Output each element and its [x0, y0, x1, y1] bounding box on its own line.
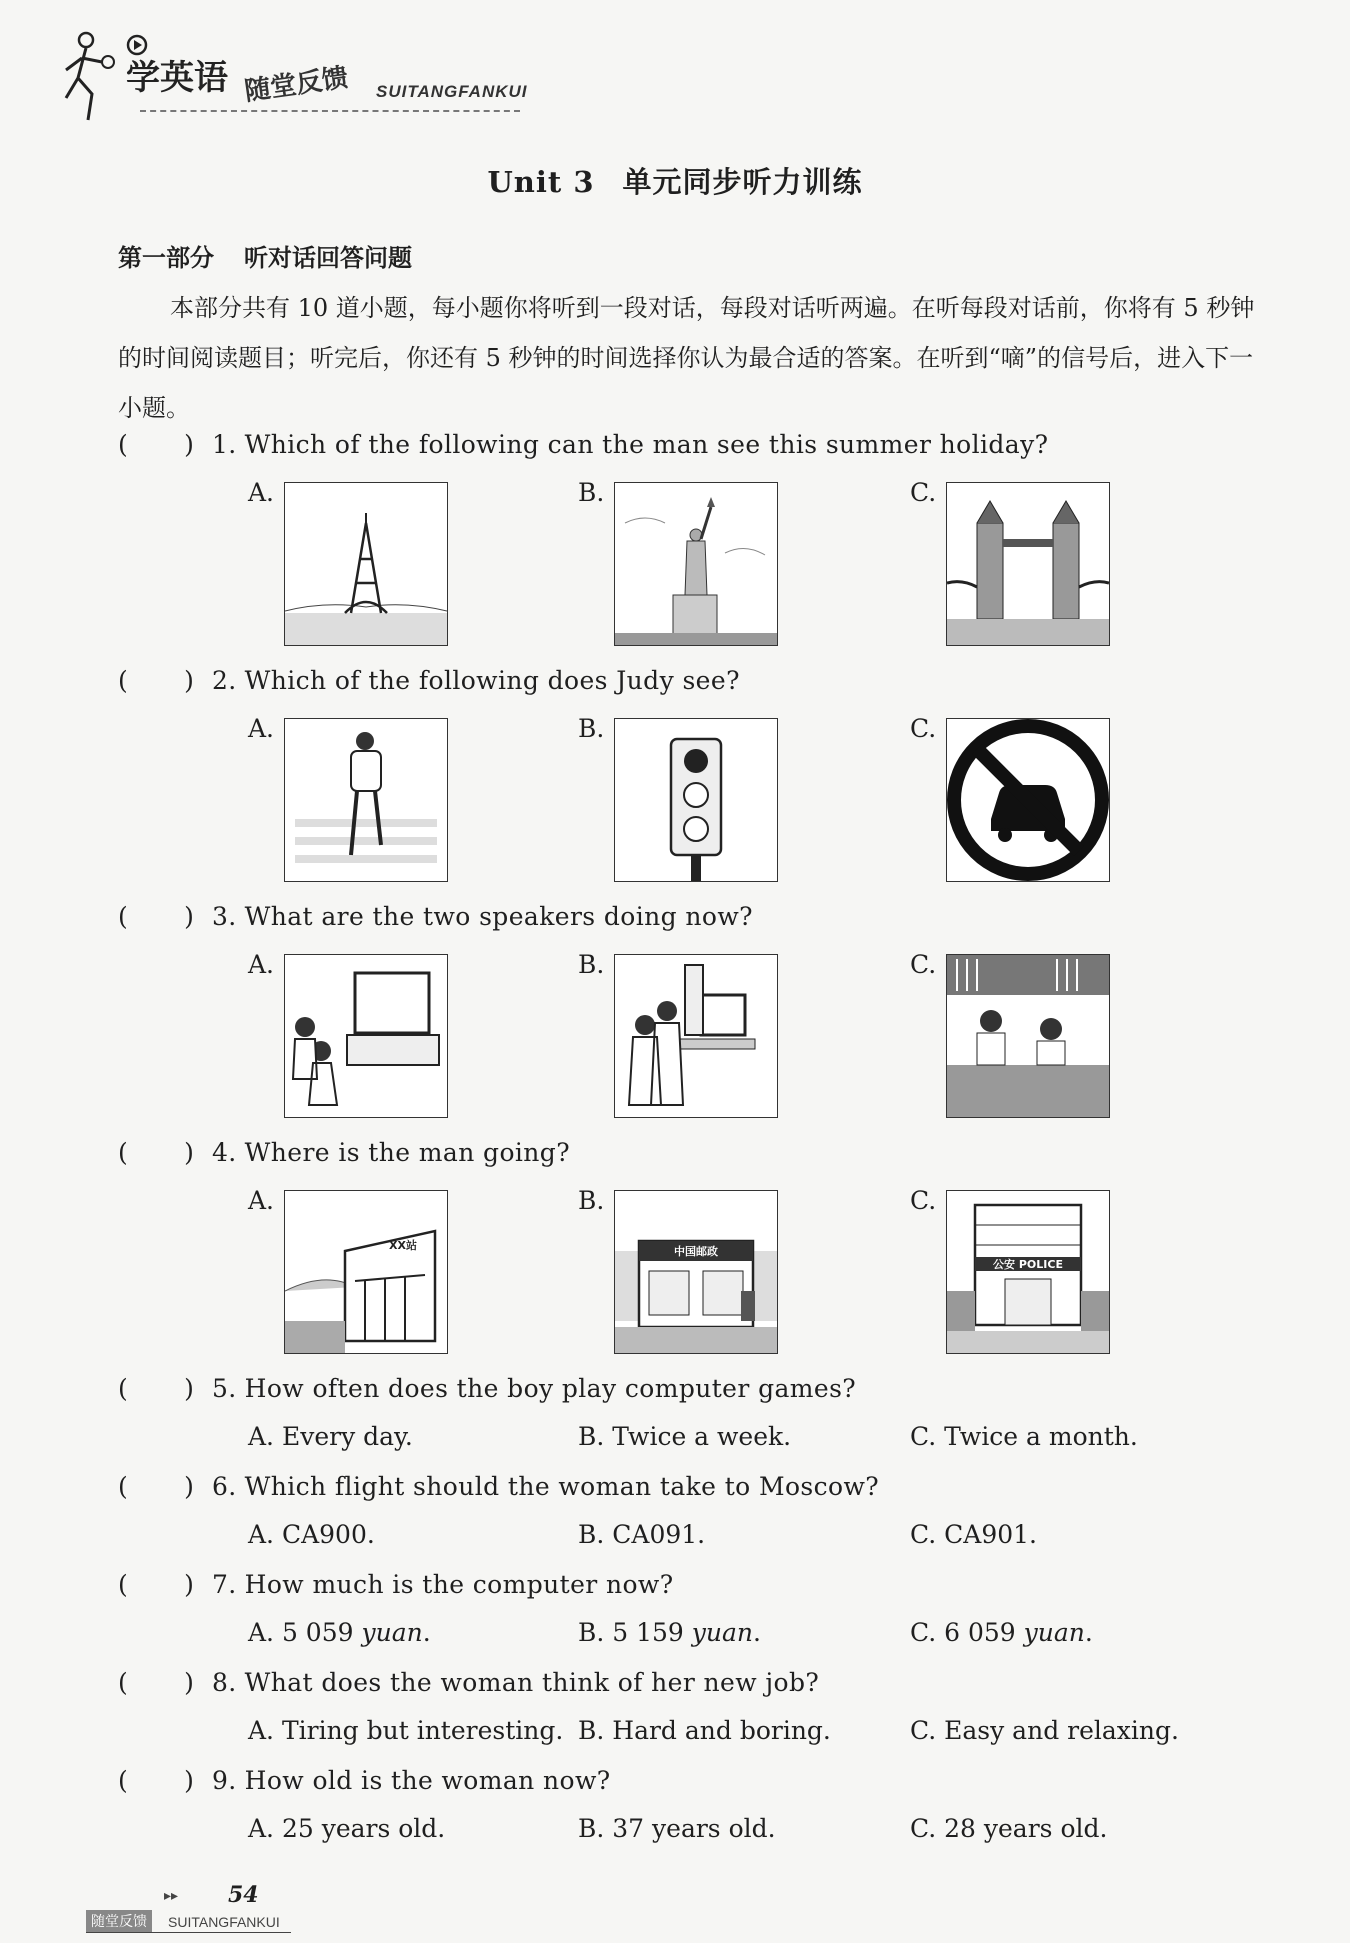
- option-label: A.: [248, 714, 275, 743]
- train-station-icon: [284, 1190, 448, 1354]
- svg-text:中国邮政: 中国邮政: [674, 1245, 718, 1258]
- question-number: 5.: [212, 1374, 237, 1403]
- question-text: What are the two speakers doing now?: [244, 902, 753, 931]
- answer-option: C. CA901.: [910, 1520, 1037, 1549]
- answer-blank[interactable]: ( ): [118, 430, 195, 459]
- question-text: How often does the boy play computer games?: [244, 1374, 857, 1403]
- header-logo: [58, 28, 548, 128]
- question-number: 2.: [212, 666, 237, 695]
- answer-option: A. Tiring but interesting.: [248, 1716, 564, 1745]
- watching-tv-icon: [284, 954, 448, 1118]
- question-number: 3.: [212, 902, 237, 931]
- unit-label: Unit 3: [487, 165, 595, 199]
- question-number: 9.: [212, 1766, 237, 1795]
- option-label: B.: [578, 714, 605, 743]
- section-label: 第一部分: [118, 244, 214, 272]
- statue-of-liberty-icon: [614, 482, 778, 646]
- answer-option: B. Hard and boring.: [578, 1716, 831, 1745]
- answer-option: C. Twice a month.: [910, 1422, 1138, 1451]
- question-text: How old is the woman now?: [244, 1766, 611, 1795]
- crosswalk-icon: [284, 718, 448, 882]
- answer-blank[interactable]: ( ): [118, 1138, 195, 1167]
- reading-library-icon: [946, 954, 1110, 1118]
- section-heading: [118, 238, 412, 273]
- section-name: 听对话回答问题: [244, 244, 412, 272]
- answer-option: C. 28 years old.: [910, 1814, 1108, 1843]
- answer-blank[interactable]: ( ): [118, 902, 195, 931]
- question-text: Which flight should the woman take to Moscow?: [244, 1472, 880, 1501]
- eiffel-tower-icon: [284, 482, 448, 646]
- using-computer-icon: [614, 954, 778, 1118]
- option-label: B.: [578, 478, 605, 507]
- answer-option: C. 6 059 yuan.: [910, 1618, 1093, 1647]
- page-number: 54: [228, 1882, 259, 1908]
- option-label: C.: [910, 714, 937, 743]
- answer-option: A. 5 059 yuan.: [248, 1618, 431, 1647]
- footer-label-cn: 随堂反馈: [86, 1910, 152, 1932]
- footer-label-en: SUITANGFANKUI: [168, 1914, 280, 1930]
- option-label: B.: [578, 950, 605, 979]
- question-number: 7.: [212, 1570, 237, 1599]
- question-text: How much is the computer now?: [244, 1570, 674, 1599]
- tower-bridge-icon: [946, 482, 1110, 646]
- question-8: [118, 1668, 819, 1697]
- option-label: C.: [910, 950, 937, 979]
- logo-roman-text: SUITANGFANKUI: [376, 82, 528, 101]
- question-text: What does the woman think of her new job?: [244, 1668, 820, 1697]
- no-cars-sign-icon: [946, 718, 1110, 882]
- question-9: [118, 1766, 611, 1795]
- question-5: [118, 1374, 856, 1403]
- option-label: A.: [248, 1186, 275, 1215]
- option-label: C.: [910, 478, 937, 507]
- logo-sub-text: 随堂反馈: [242, 62, 350, 108]
- logo-main-text: 学英语: [126, 58, 228, 98]
- footer-arrows-icon: ▸▸: [164, 1888, 179, 1904]
- question-2: [118, 666, 740, 695]
- answer-option: B. Twice a week.: [578, 1422, 792, 1451]
- answer-blank[interactable]: ( ): [118, 1472, 195, 1501]
- question-number: 1.: [212, 430, 237, 459]
- option-label: C.: [910, 1186, 937, 1215]
- question-text: Which of the following can the man see this summer holiday?: [244, 430, 1049, 459]
- runner-figure-icon: [58, 28, 128, 128]
- answer-option: B. 5 159 yuan.: [578, 1618, 761, 1647]
- header-divider: [140, 110, 520, 112]
- question-6: [118, 1472, 879, 1501]
- option-label: B.: [578, 1186, 605, 1215]
- section-instructions: 本部分共有 10 道小题，每小题你将听到一段对话，每段对话听两遍。在听每段对话前，你将有 5 秒钟的时间阅读题目；听完后，你还有 5 秒钟的时间选择你认为最合适的答案。在听到“嘀”的信号后，进入下一小题。: [118, 294, 1255, 422]
- question-number: 6.: [212, 1472, 237, 1501]
- answer-option: B. CA091.: [578, 1520, 706, 1549]
- question-7: [118, 1570, 674, 1599]
- answer-option: A. CA900.: [248, 1520, 375, 1549]
- traffic-light-icon: [614, 718, 778, 882]
- unit-name: 单元同步听力训练: [622, 165, 863, 199]
- option-label: A.: [248, 478, 275, 507]
- answer-option: A. 25 years old.: [248, 1814, 446, 1843]
- question-1: [118, 430, 1048, 459]
- answer-blank[interactable]: ( ): [118, 1374, 195, 1403]
- answer-blank[interactable]: ( ): [118, 1766, 195, 1795]
- option-label: A.: [248, 950, 275, 979]
- question-number: 8.: [212, 1668, 237, 1697]
- police-station-icon: [946, 1190, 1110, 1354]
- question-number: 4.: [212, 1138, 237, 1167]
- answer-option: B. 37 years old.: [578, 1814, 776, 1843]
- question-text: Where is the man going?: [244, 1138, 571, 1167]
- answer-option: A. Every day.: [248, 1422, 413, 1451]
- question-4: [118, 1138, 570, 1167]
- svg-text:公安 POLICE: 公安 POLICE: [993, 1258, 1063, 1271]
- answer-blank[interactable]: ( ): [118, 666, 195, 695]
- svg-text:XX站: XX站: [389, 1239, 417, 1252]
- post-office-icon: [614, 1190, 778, 1354]
- answer-blank[interactable]: ( ): [118, 1668, 195, 1697]
- question-3: [118, 902, 753, 931]
- answer-option: C. Easy and relaxing.: [910, 1716, 1179, 1745]
- answer-blank[interactable]: ( ): [118, 1570, 195, 1599]
- page-title: [0, 160, 1350, 201]
- question-text: Which of the following does Judy see?: [244, 666, 740, 695]
